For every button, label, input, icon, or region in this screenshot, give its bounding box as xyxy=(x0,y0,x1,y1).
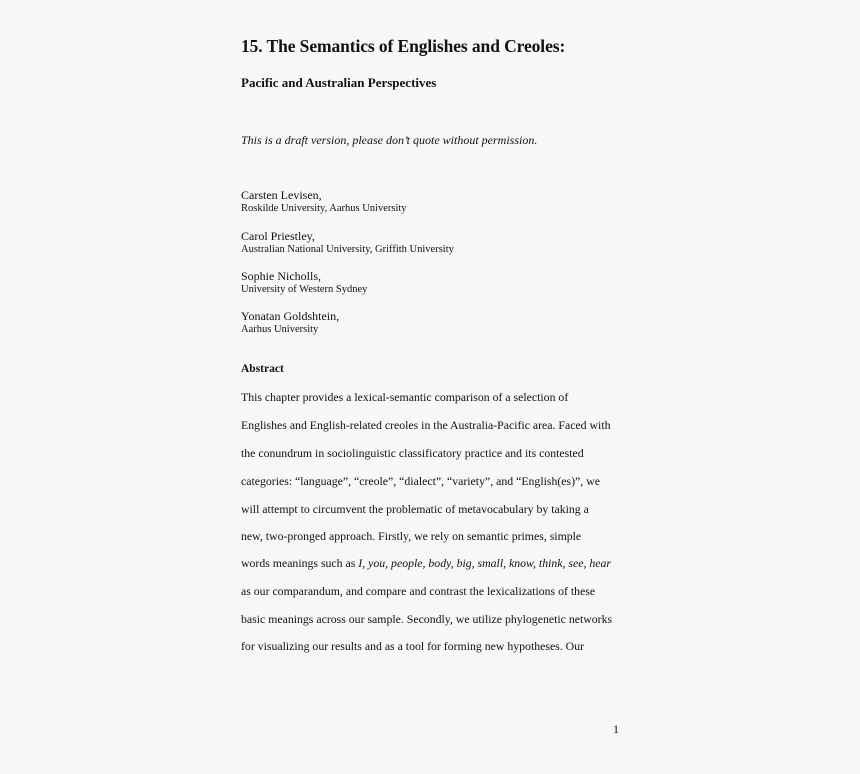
abstract-line: new, two-pronged approach. Firstly, we rely on semantic primes, simple xyxy=(241,529,582,543)
author-name: Yonatan Goldshtein, xyxy=(241,309,340,323)
page-number: 1 xyxy=(613,722,619,736)
abstract-line xyxy=(241,556,611,571)
abstract-line: will attempt to circumvent the problematic of metavocabulary by taking a xyxy=(241,502,589,516)
author-entry xyxy=(241,188,407,216)
document-subtitle: Pacific and Australian Perspectives xyxy=(241,75,437,90)
author-entry xyxy=(241,309,339,337)
author-affiliation: Australian National University, Griffith University xyxy=(241,244,454,255)
author-name: Carsten Levisen, xyxy=(241,188,322,202)
author-affiliation: Roskilde University, Aarhus University xyxy=(241,203,407,214)
author-affiliation: Aarhus University xyxy=(241,324,319,335)
abstract-line: This chapter provides a lexical-semantic comparison of a selection of xyxy=(241,390,569,404)
author-name: Carol Priestley, xyxy=(241,229,315,243)
abstract-line: categories: “language”, “creole”, “dialect”, “variety”, and “English(es)”, we xyxy=(241,474,600,488)
abstract-line-text: words meanings such as xyxy=(241,556,359,570)
author-entry xyxy=(241,229,454,257)
author-entry xyxy=(241,269,367,297)
author-affiliation: University of Western Sydney xyxy=(241,284,368,295)
abstract-line: basic meanings across our sample. Secondly, we utilize phylogenetic networks xyxy=(241,612,613,626)
document-title: 15. The Semantics of Englishes and Creoles: xyxy=(241,36,566,56)
abstract-line: Englishes and English-related creoles in the Australia-Pacific area. Faced with xyxy=(241,418,611,432)
abstract-line: for visualizing our results and as a tool for forming new hypotheses. Our xyxy=(241,639,585,653)
abstract-line: as our comparandum, and compare and contrast the lexicalizations of these xyxy=(241,584,596,598)
draft-notice: This is a draft version, please don’t quote without permission. xyxy=(241,133,538,147)
semantic-primes-examples: I, you, people, body, big, small, know, think, see, hear xyxy=(358,556,612,570)
abstract-line: the conundrum in sociolinguistic classificatory practice and its contested xyxy=(241,446,584,460)
abstract-heading: Abstract xyxy=(241,363,284,375)
author-name: Sophie Nicholls, xyxy=(241,269,321,283)
